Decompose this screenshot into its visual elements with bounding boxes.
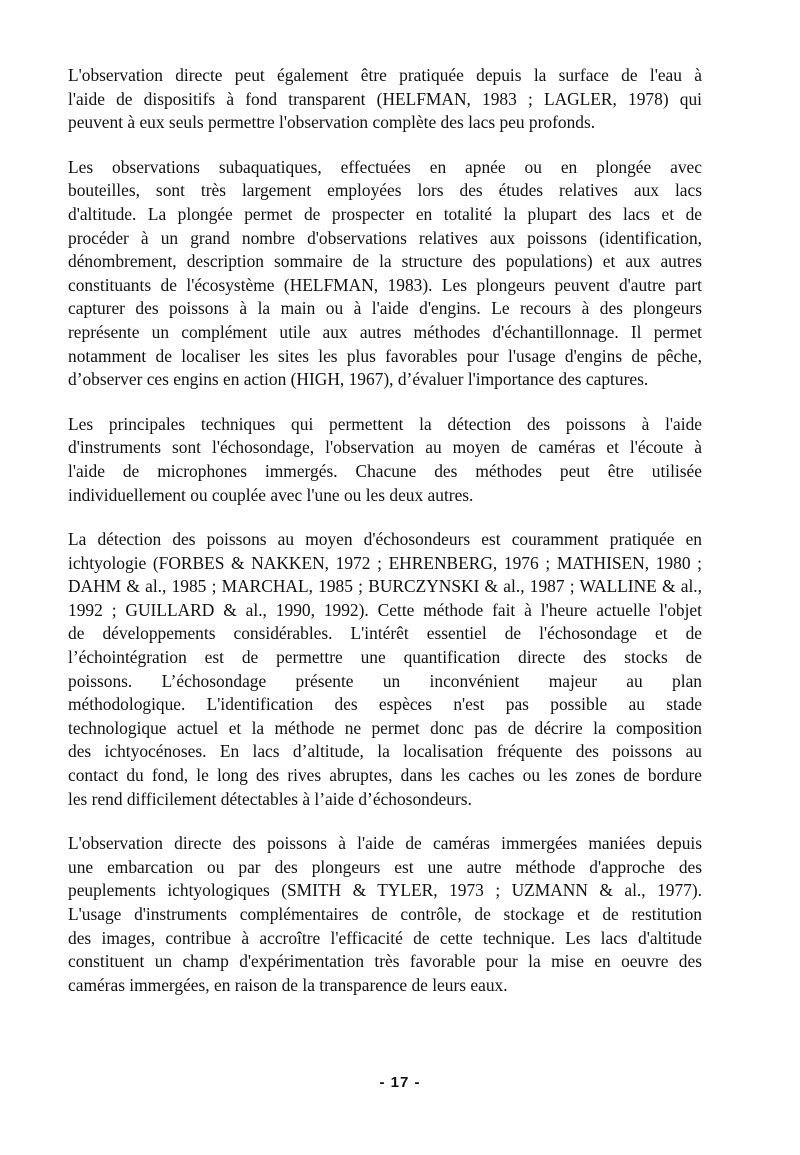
text-line: ichtyologie (FORBES & NAKKEN, 1972 ; EHRENBERG, 1976 ; MATHISEN, 1980 ;	[68, 552, 702, 573]
document-page	[68, 64, 702, 1018]
text-line: d'altitude. La plongée permet de prospecter en totalité la plupart des lacs et de	[68, 203, 702, 224]
text-line: constituent un champ d'expérimentation très favorable pour la mise en oeuvre des	[68, 951, 702, 972]
text-line: l'aide de microphones immergés. Chacune des méthodes peut être utilisée	[68, 460, 702, 481]
text-line: représente un complément utile aux autres méthodes d'échantillonnage. Il permet	[68, 321, 702, 342]
text-line: l'aide de dispositifs à fond transparent (HELFMAN, 1983 ; LAGLER, 1978) qui	[68, 88, 702, 109]
text-line: peuplements ichtyologiques (SMITH & TYLER, 1973 ; UZMANN & al., 1977).	[68, 880, 702, 901]
text-line: L'usage d'instruments complémentaires de contrôle, de stockage et de restitution	[68, 904, 702, 924]
paragraph-underwater-cameras	[68, 832, 702, 997]
text-line: dénombrement, description sommaire de la structure des populations) et aux autres	[68, 251, 702, 272]
text-line: poissons. L’échosondage présente un inconvénient majeur au plan	[68, 670, 702, 691]
paragraph-underwater-observation	[68, 156, 702, 392]
text-line: les rend difficilement détectables à l’aide d’échosondeurs.	[68, 788, 472, 809]
text-line: d'instruments sont l'échosondage, l'observation au moyen de caméras et l'écoute à	[68, 437, 702, 458]
page-number: - 17 -	[379, 1074, 421, 1091]
text-line: L'observation directe peut également être pratiquée depuis la surface de l'eau à	[68, 65, 702, 85]
text-line: individuellement ou couplée avec l'une ou les deux autres.	[68, 484, 474, 505]
text-line: des images, contribue à accroître l'efficacité de cette technique. Les lacs d'altitude	[68, 927, 702, 948]
text-line: La détection des poissons au moyen d'échosondeurs est couramment pratiquée en	[68, 529, 702, 550]
text-line: méthodologique. L'identification des espèces n'est pas possible au stade	[68, 694, 702, 715]
text-line: bouteilles, sont très largement employées lors des études relatives aux lacs	[68, 180, 702, 201]
text-line: technologique actuel et la méthode ne permet donc pas de décrire la composition	[68, 717, 702, 738]
paragraph-echosounding	[68, 528, 702, 811]
text-line: notamment de localiser les sites les plus favorables pour l'usage d'engins de pêche,	[68, 345, 702, 366]
text-line: DAHM & al., 1985 ; MARCHAL, 1985 ; BURCZYNSKI & al., 1987 ; WALLINE & al.,	[68, 576, 702, 597]
text-line: de développements considérables. L'intérêt essentiel de l'échosondage et de	[68, 623, 702, 644]
paragraph-detection-techniques	[68, 413, 702, 507]
text-line: procéder à un grand nombre d'observations relatives aux poissons (identification,	[68, 227, 702, 248]
text-line: contact du fond, le long des rives abruptes, dans les caches ou les zones de bordure	[68, 765, 702, 786]
text-line: l’échointégration est de permettre une quantification directe des stocks de	[68, 647, 702, 668]
text-line: des ichtyocénoses. En lacs d’altitude, la localisation fréquente des poissons au	[68, 741, 702, 762]
text-line: capturer des poissons à la main ou à l'aide d'engins. Le recours à des plongeurs	[68, 298, 702, 319]
text-line: L'observation directe des poissons à l'aide de caméras immergées maniées depuis	[68, 833, 702, 854]
text-line: d’observer ces engins en action (HIGH, 1967), d’évaluer l'importance des captures.	[68, 369, 649, 390]
text-line: 1992 ; GUILLARD & al., 1990, 1992). Cette méthode fait à l'heure actuelle l'objet	[68, 599, 702, 620]
text-line: constituants de l'écosystème (HELFMAN, 1983). Les plongeurs peuvent d'autre part	[68, 274, 702, 295]
paragraph-surface-observation	[68, 64, 702, 135]
text-line: peuvent à eux seuls permettre l'observation complète des lacs peu profonds.	[68, 112, 596, 133]
text-line: Les observations subaquatiques, effectuées en apnée ou en plongée avec	[68, 156, 702, 177]
text-line: une embarcation ou par des plongeurs est une autre méthode d'approche des	[68, 856, 702, 877]
text-line: caméras immergées, en raison de la transparence de leurs eaux.	[68, 974, 508, 995]
text-line: Les principales techniques qui permettent la détection des poissons à l'aide	[68, 413, 702, 434]
